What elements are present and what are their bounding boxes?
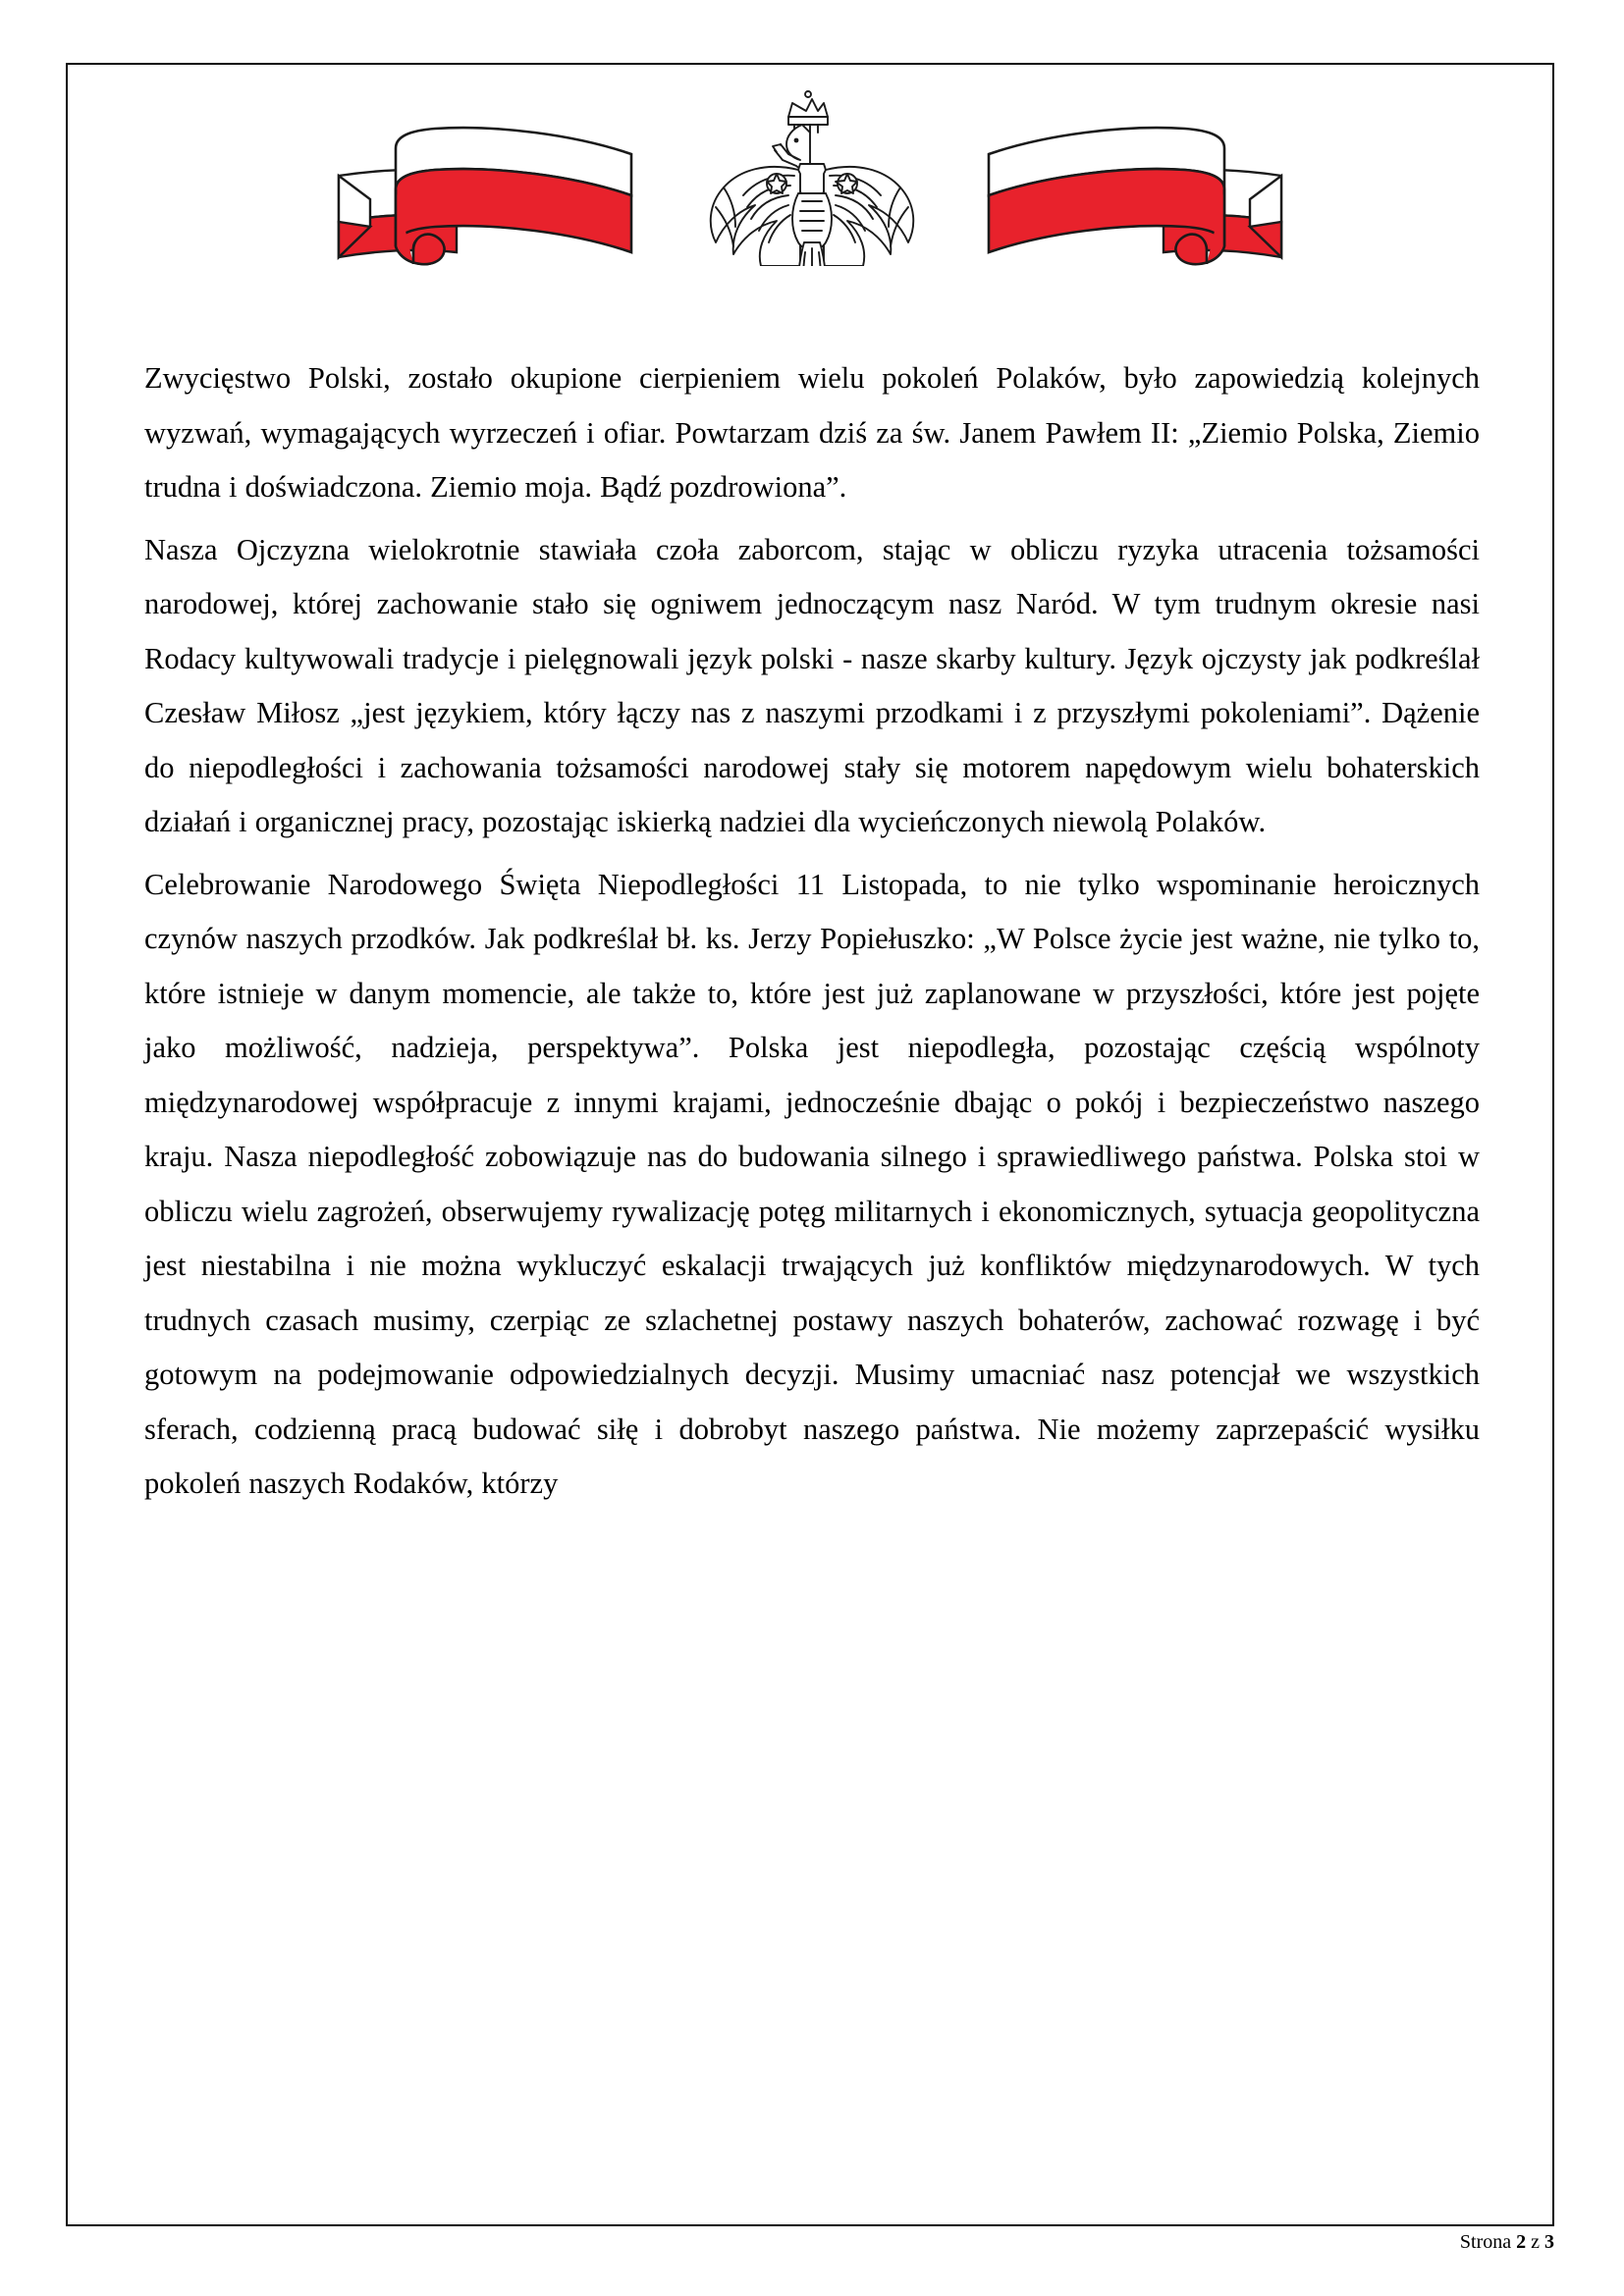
paragraph-1: Zwycięstwo Polski, zostało okupione cierpieniem wielu pokoleń Polaków, było zapowiedzią kolejnych wyzwań, wymagających wyrzeczeń i ofiar. Powtarzam dziś za św. Janem Pawłem II: „Ziemio Polska, Ziemio trudna i doświadczona. Ziemio moja. Bądź pozdrowiona”. [144,361,1480,504]
letter-body [144,351,1480,1512]
polish-flag-left [339,128,631,264]
eagle-wing-rosette-left [767,174,786,193]
footer-current-page: 2 [1516,2231,1527,2253]
paragraph-3: Celebrowanie Narodowego Święta Niepodległości 11 Listopada, to nie tylko wspominanie heroicznych czynów naszych przodków. Jak podkreślał bł. ks. Jerzy Popiełuszko: „W Polsce życie jest ważne, nie tylko to, które istnieje w danym momencie, ale także to, które jest już zaplanowane w przyszłości, które jest pojęte jako możliwość, nadzieja, perspektywa”. Polska jest niepodległa, pozostając częścią wspólnoty międzynarodowej współpracuje z innymi krajami, jednocześnie dbając o pokój i bezpieczeństwo naszego kraju. Nasza niepodległość zobowiązuje nas do budowania silnego i sprawiedliwego państwa. Polska stoi w obliczu wielu zagrożeń, obserwujemy rywalizację potęg militarnych i ekonomicznych, sytuacja geopolityczna jest niestabilna i nie można wykluczyć eskalacji trwających już konfliktów międzynarodowych. W tych trudnych czasach musimy, czerpiąc ze szlachetnej postawy naszych bohaterów, zachować rozwagę i być gotowym na podejmowanie odpowiedzialnych decyzji. Musimy umacniać nasz potencjał we wszystkich sferach, codzienną pracą budować siłę i dobrobyt naszego państwa. Nie możemy zaprzepaścić wysiłku pokoleń naszych Rodaków, którzy [144,867,1480,1500]
polish-flag-right [989,128,1281,264]
letterhead-emblem [68,75,1552,271]
polish-eagle-coat-of-arms [711,91,914,266]
page-sheet [66,63,1554,2226]
footer-separator: z [1531,2231,1540,2253]
footer-total-pages: 3 [1544,2231,1554,2253]
page-footer [0,2230,1554,2254]
paragraph-2: Nasza Ojczyzna wielokrotnie stawiała czoła zaborcom, stając w obliczu ryzyka utracenia tożsamości narodowej, której zachowanie stało się ogniwem jednoczącym nasz Naród. W tym trudnym okresie nasi Rodacy kultywowali tradycje i pielęgnowali język polski - nasze skarby kultury. Język ojczysty jak podkreślał Czesław Miłosz „jest językiem, który łączy nas z naszymi przodkami i z przyszłymi pokoleniami”. Dążenie do niepodległości i zachowania tożsamości narodowej stały się motorem napędowym wielu bohaterskich działań i organicznej pracy, pozostając iskierką nadziei dla wycieńczonych niewolą Polaków. [144,532,1480,838]
footer-prefix: Strona [1459,2231,1512,2253]
letterhead-graphic [319,80,1301,266]
